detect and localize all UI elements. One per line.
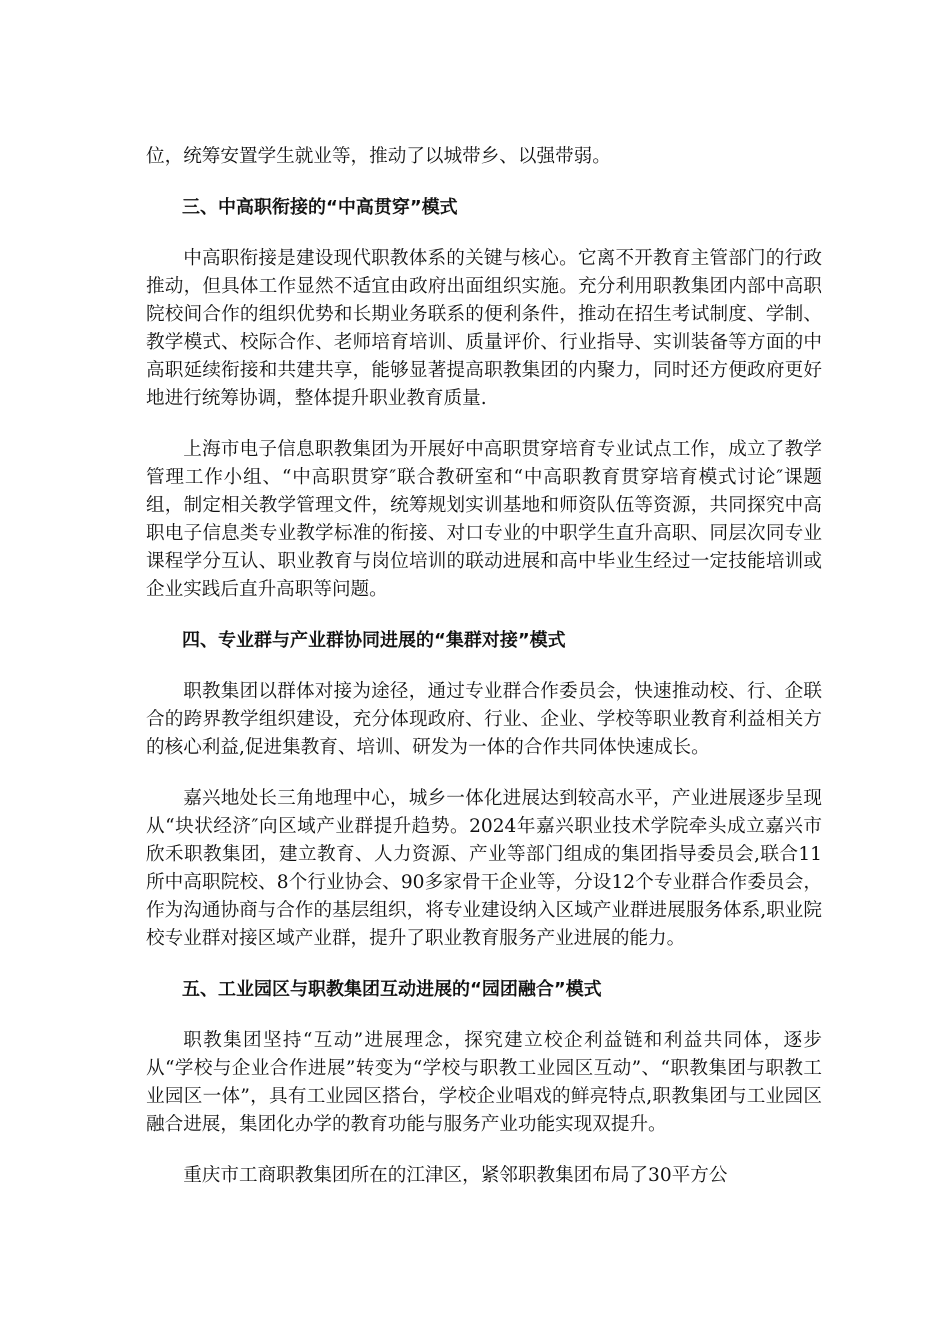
paragraph: 重庆市工商职教集团所在的江津区，紧邻职教集团布局了30平方公	[183, 1165, 728, 1186]
section-heading-3: 三、中高职衔接的“中高贯穿”模式	[182, 197, 458, 218]
paragraph: 嘉兴地处长三角地理中心，城乡一体化进展达到较高水平，产业进展逐步呈现从“块状经济″向区域产业群提升趋势。2024年嘉兴职业技术学院牵头成立嘉兴市欣禾职教集团，建立教育、人力资源、产业等部门组成的集团指导委员会,联合11所中高职院校、8个行业协会、90多家骨干企业等，分设12个专业群合作委员会，作为沟通协商与合作的基层组织，将专业建设纳入区域产业群进展服务体系,职业院校专业群对接区域产业群，提升了职业教育服务产业进展的能力。	[146, 788, 822, 949]
section-heading-5: 五、工业园区与职教集团互动进展的“园团融合”模式	[182, 979, 602, 1000]
paragraph: 上海市电子信息职教集团为开展好中高职贯穿培育专业试点工作，成立了教学管理工作小组、“中高职贯穿″联合教研室和“中高职教育贯穿培育模式讨论″课题组，制定相关教学管理文件，统筹规划实训基地和师资队伍等资源，共同探究中高职电子信息类专业教学标准的衔接、对口专业的中职学生直升高职、同层次同专业课程学分互认、职业教育与岗位培训的联动进展和高中毕业生经过一定技能培训或企业实践后直升高职等问题。	[146, 439, 822, 600]
document-page	[146, 143, 822, 1213]
paragraph-continuation: 位，统筹安置学生就业等，推动了以城带乡、以强带弱。	[146, 146, 611, 167]
paragraph: 职教集团坚持“互动”进展理念，探究建立校企利益链和利益共同体，逐步从“学校与企业合作进展”转变为“学校与职教工业园区互动”、“职教集团与职教工业园区一体”，具有工业园区搭台，学校企业唱戏的鲜亮特点,职教集团与工业园区融合进展，集团化办学的教育功能与服务产业功能实现双提升。	[146, 1030, 822, 1135]
paragraph: 职教集团以群体对接为途径，通过专业群合作委员会，快速推动校、行、企联合的跨界教学组织建设，充分体现政府、行业、企业、学校等职业教育利益相关方的核心利益,促进集教育、培训、研发为一体的合作共同体快速成长。	[146, 681, 822, 758]
paragraph: 中高职衔接是建设现代职教体系的关键与核心。它离不开教育主管部门的行政推动，但具体工作显然不适宜由政府出面组织实施。充分利用职教集团内部中高职院校间合作的组织优势和长期业务联系的便利条件，推动在招生考试制度、学制、教学模式、校际合作、老师培育培训、质量评价、行业指导、实训装备等方面的中高职延续衔接和共建共享，能够显著提高职教集团的内聚力，同时还方便政府更好地进行统筹协调，整体提升职业教育质量.	[146, 248, 822, 409]
section-heading-4: 四、专业群与产业群协同进展的“集群对接”模式	[182, 630, 566, 651]
